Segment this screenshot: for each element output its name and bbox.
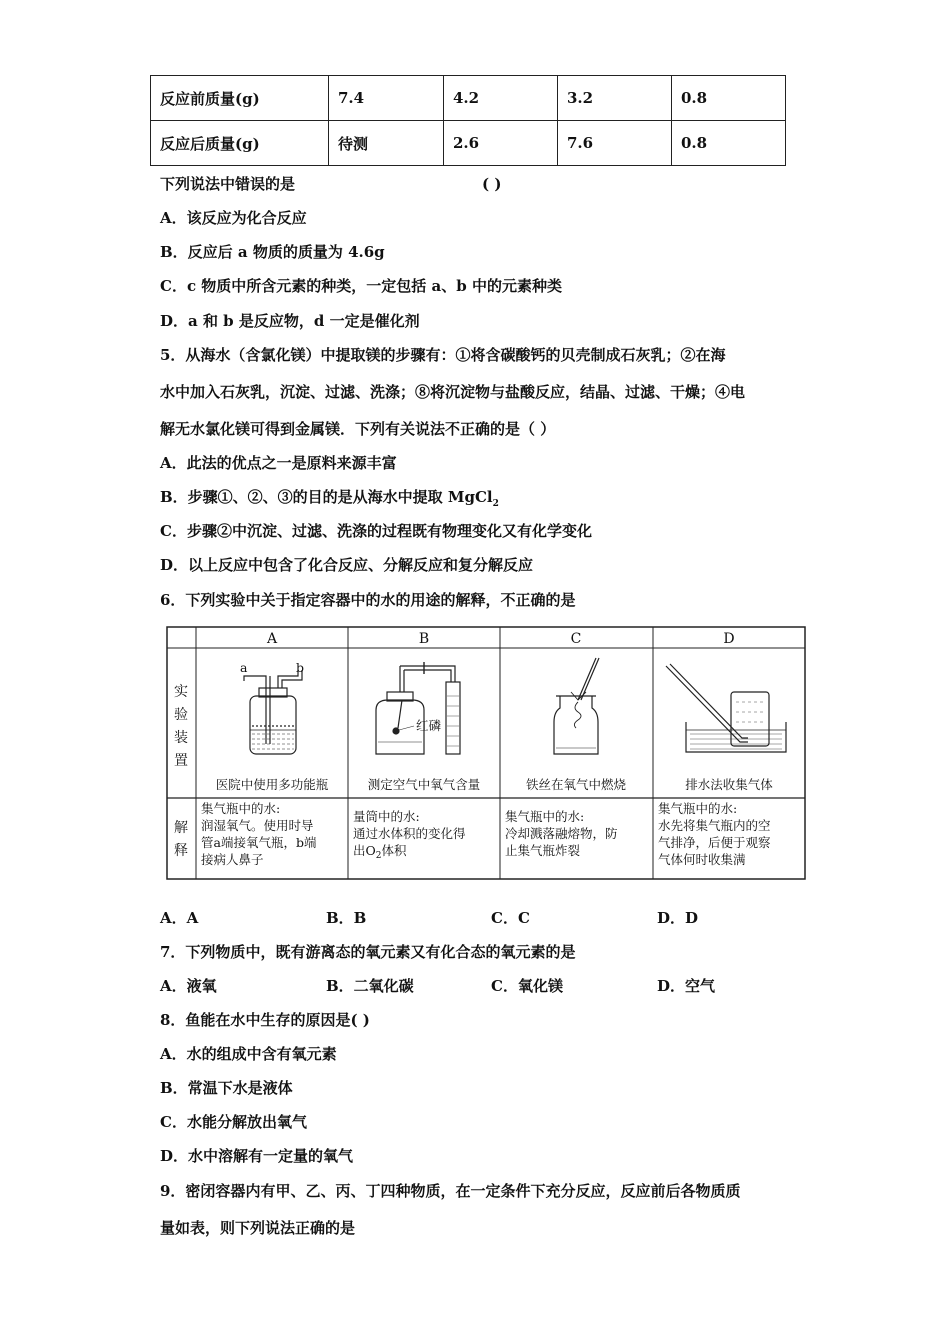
q7-option-a: A．液氧: [160, 977, 217, 995]
q8-stem: 8．鱼能在水中生存的原因是( ): [160, 1011, 370, 1029]
caption-c: 铁丝在氧气中燃烧: [525, 777, 627, 792]
table-cell: 7.4: [329, 76, 444, 121]
apparatus-d-illustration: [666, 664, 786, 752]
column-header-b: B: [418, 631, 430, 647]
q4-stem: 下列说法中错误的是: [160, 175, 296, 193]
row-label-char: 置: [174, 753, 188, 769]
explanation-a-line: 集气瓶中的水:: [201, 801, 281, 816]
table-cell: 3.2: [558, 76, 672, 121]
row-label: 反应前质量(g): [151, 76, 329, 121]
row-label-char: 验: [174, 707, 188, 723]
q4-option-b: B．反应后 a 物质的质量为 4.6g: [160, 243, 385, 261]
table-row: [151, 76, 786, 121]
experiment-figure: [166, 626, 806, 880]
q5-option-a: A．此法的优点之一是原料来源丰富: [160, 454, 397, 472]
q5-option-c: C．步骤②中沉淀、过滤、洗涤的过程既有物理变化又有化学变化: [160, 522, 592, 540]
explanation-b-line: 通过水体积的变化得: [353, 826, 466, 841]
q8-option-a: A．水的组成中含有氧元素: [160, 1045, 337, 1063]
explanation-b-line: 出$O_2$体积: [353, 843, 407, 861]
row-label-char: 实: [174, 684, 188, 700]
q4-option-a: A．该反应为化合反应: [160, 209, 307, 227]
table-cell: 待测: [329, 121, 444, 166]
mass-table: [150, 75, 786, 166]
explanation-a-line: 润湿氧气。使用时导: [201, 818, 314, 833]
table-cell: 7.6: [558, 121, 672, 166]
q7-option-d: D．空气: [657, 977, 716, 995]
caption-d: 排水法收集气体: [685, 777, 773, 792]
q6-option-c: C．C: [491, 909, 530, 927]
q6-option-b: B．B: [326, 909, 367, 927]
explanation-a-line: 接病人鼻子: [201, 852, 264, 867]
table-cell: 2.6: [444, 121, 558, 166]
q7-option-c: C．氧化镁: [491, 977, 563, 995]
q4-bracket: ( ): [482, 175, 502, 193]
caption-b: 测定空气中氧气含量: [367, 777, 481, 792]
q5-stem-line2: 水中加入石灰乳，沉淀、过滤、洗涤；⑧将沉淀物与盐酸反应，结晶、过滤、干燥；④电: [160, 383, 746, 401]
q6-option-d: D．D: [657, 909, 699, 927]
explanation-d-line: 气排净，后便于观察: [658, 835, 771, 850]
q7-option-b: B．二氧化碳: [326, 977, 414, 995]
q5-stem-line1: 5．从海水（含氯化镁）中提取镁的步骤有：①将含碳酸钙的贝壳制成石灰乳；②在海: [160, 346, 726, 364]
label-a: a: [240, 660, 248, 675]
q5-option-d: D．以上反应中包含了化合反应、分解反应和复分解反应: [160, 556, 534, 574]
label-b: b: [296, 660, 305, 675]
apparatus-c-illustration: [554, 658, 599, 754]
q7-stem: 7．下列物质中，既有游离态的氧元素又有化合态的氧元素的是: [160, 943, 576, 961]
q8-option-c: C．水能分解放出氧气: [160, 1113, 307, 1131]
q4-option-c: C．c 物质中所含元素的种类，一定包括 a、b 中的元素种类: [160, 277, 562, 295]
q9-stem-line2: 量如表，则下列说法正确的是: [160, 1219, 356, 1237]
row-label: 反应后质量(g): [151, 121, 329, 166]
label-red-phosphorus: 红磷: [416, 718, 442, 733]
column-header-c: C: [570, 631, 582, 647]
explanation-c-line: 集气瓶中的水:: [505, 809, 585, 824]
table-row: [151, 121, 786, 166]
row-label-char: 释: [174, 843, 188, 859]
explanation-d-line: 气体何时收集满: [658, 852, 746, 867]
subscript: 2: [492, 499, 499, 509]
explanation-c-line: 止集气瓶炸裂: [505, 843, 581, 858]
q4-option-d: D．a 和 b 是反应物，d 一定是催化剂: [160, 312, 420, 330]
table-cell: 0.8: [672, 76, 786, 121]
column-header-a: A: [266, 631, 278, 647]
q9-stem-line1: 9．密闭容器内有甲、乙、丙、丁四种物质，在一定条件下充分反应，反应前后各物质质: [160, 1182, 741, 1200]
q8-option-d: D．水中溶解有一定量的氧气: [160, 1147, 354, 1165]
explanation-d-line: 集气瓶中的水:: [658, 801, 738, 816]
explanation-d-line: 水先将集气瓶内的空: [658, 818, 771, 833]
q6-option-a: A．A: [160, 909, 199, 927]
row-label-char: 装: [174, 730, 188, 746]
apparatus-a-illustration: [244, 670, 302, 754]
apparatus-b-illustration: [376, 662, 460, 754]
explanation-a-line: 管a端接氧气瓶，b端: [201, 835, 317, 850]
column-header-d: D: [723, 631, 735, 647]
explanation-b-line: 量筒中的水:: [353, 809, 420, 824]
q8-option-b: B．常温下水是液体: [160, 1079, 293, 1097]
caption-a: 医院中使用多功能瓶: [215, 777, 329, 792]
q5-stem-line3: 解无水氯化镁可得到金属镁．下列有关说法不正确的是（ ）: [160, 420, 556, 438]
q5-option-b: B．步骤①、②、③的目的是从海水中提取 MgCl$_2$: [160, 488, 499, 509]
row-label-char: 解: [174, 820, 188, 836]
table-cell: 4.2: [444, 76, 558, 121]
explanation-c-line: 冷却溅落融熔物，防: [505, 826, 618, 841]
q6-stem: 6．下列实验中关于指定容器中的水的用途的解释，不正确的是: [160, 591, 576, 609]
table-cell: 0.8: [672, 121, 786, 166]
